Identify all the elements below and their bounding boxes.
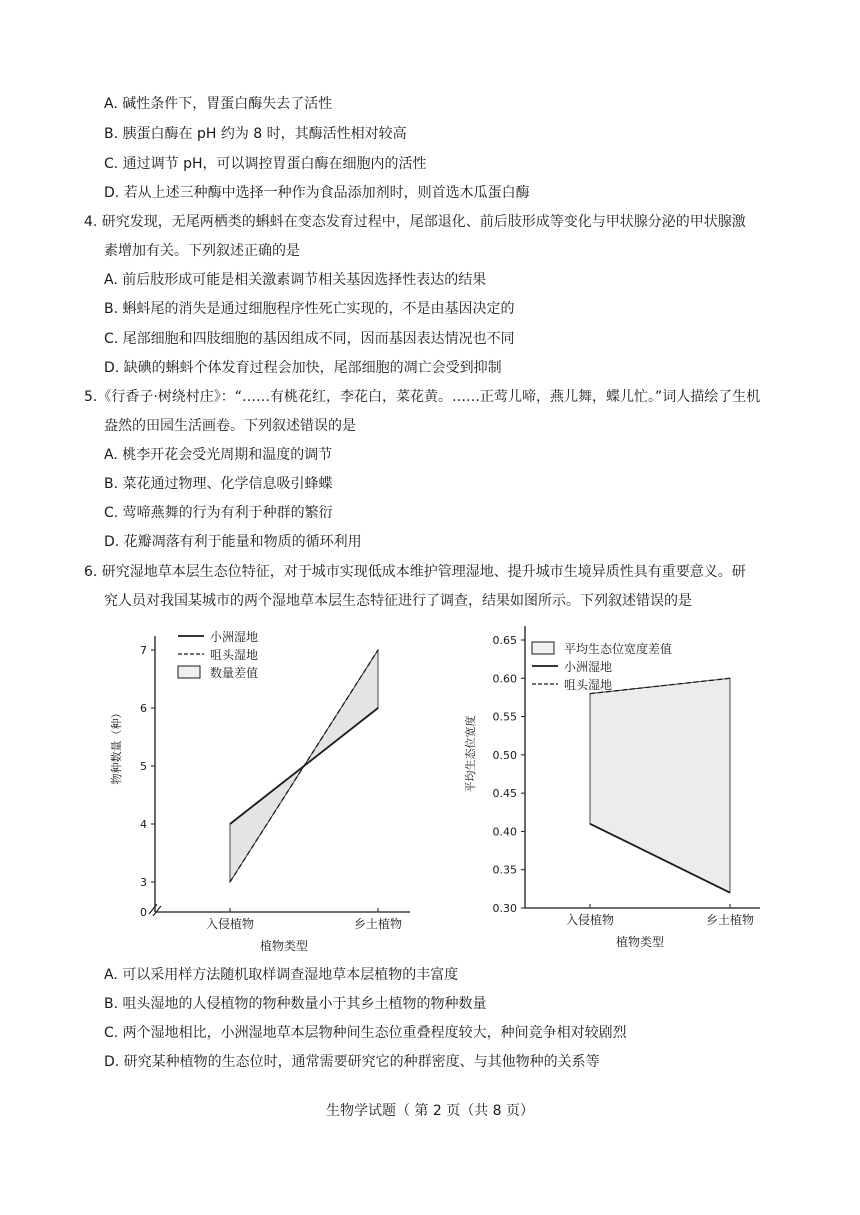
legend-swatch bbox=[178, 666, 200, 678]
y-tick-label: 5 bbox=[140, 760, 147, 773]
x-tick-label: 入侵植物 bbox=[565, 913, 615, 927]
q6-option-d: D. 研究某种植物的生态位时，通常需要研究它的种群密度、与其他物种的关系等 bbox=[104, 1054, 600, 1070]
legend-label: 咀头湿地 bbox=[564, 678, 613, 692]
q6-stem-line2: 究人员对我国某城市的两个湿地草本层生态特征进行了调查，结果如图所示。下列叙述错误的是 bbox=[104, 593, 692, 609]
difference-area bbox=[304, 650, 378, 766]
q4-stem-line2: 素增加有关。下列叙述正确的是 bbox=[104, 243, 300, 259]
y-tick-label: 0.40 bbox=[492, 825, 517, 839]
y-axis-label: 平均生态位宽度 bbox=[464, 715, 477, 793]
y-tick-label: 0.35 bbox=[492, 863, 517, 877]
y-tick-label: 0.45 bbox=[492, 787, 517, 801]
y-tick-label: 4 bbox=[140, 818, 147, 831]
y-tick-label: 0.55 bbox=[492, 710, 517, 724]
x-axis-label: 植物类型 bbox=[615, 935, 665, 949]
q5-option-d: D. 花瓣凋落有利于能量和物质的循环利用 bbox=[104, 534, 362, 550]
y-axis-label: 物种数量（种） bbox=[110, 707, 123, 785]
y-tick-label: 7 bbox=[140, 644, 147, 657]
legend-label: 小洲湿地 bbox=[210, 630, 259, 644]
x-tick-label: 入侵植物 bbox=[205, 917, 255, 931]
q4-option-c: C. 尾部细胞和四肢细胞的基因组成不同，因而基因表达情况也不同 bbox=[104, 331, 515, 347]
x-tick-label: 乡土植物 bbox=[353, 917, 403, 931]
y-tick-label: 0.30 bbox=[492, 902, 517, 915]
x-tick-label: 乡土植物 bbox=[705, 913, 755, 927]
q6-stem-line1: 6. 研究湿地草本层生态位特征，对于城市实现低成本维护管理湿地、提升城市生境异质性具有重要意义。研 bbox=[84, 564, 746, 580]
q4-option-d: D. 缺碘的蝌蚪个体发育过程会加快，尾部细胞的凋亡会受到抑制 bbox=[104, 360, 502, 376]
q5-option-b: B. 菜花通过物理、化学信息吸引蜂蝶 bbox=[104, 476, 333, 492]
legend-label: 数量差值 bbox=[210, 666, 259, 680]
q5-stem-line1: 5.《行香子·树绕村庄》：“……有桃花红，李花白，菜花黄。……正莺儿啼，燕儿舞，蝶儿忙。”词人描绘了生机 bbox=[84, 389, 761, 405]
y-tick-label: 3 bbox=[140, 876, 147, 889]
y-tick-label: 6 bbox=[140, 702, 147, 715]
legend-label: 小洲湿地 bbox=[564, 660, 613, 674]
legend-label: 平均生态位宽度差值 bbox=[564, 642, 673, 656]
q6-option-a: A. 可以采用样方法随机取样调查湿地草本层植物的丰富度 bbox=[104, 967, 459, 983]
q4-option-b: B. 蝌蚪尾的消失是通过细胞程序性死亡实现的，不是由基因决定的 bbox=[104, 301, 515, 317]
q3-option-b: B. 胰蛋白酶在 pH 约为 8 时，其酶活性相对较高 bbox=[104, 126, 407, 142]
q3-option-c: C. 通过调节 pH，可以调控胃蛋白酶在细胞内的活性 bbox=[104, 156, 427, 172]
y-tick-label: 0.65 bbox=[492, 634, 517, 647]
q3-option-d: D. 若从上述三种酶中选择一种作为食品添加剂时，则首选木瓜蛋白酶 bbox=[104, 185, 530, 201]
q3-option-a: A. 碱性条件下，胃蛋白酶失去了活性 bbox=[104, 96, 333, 112]
y-tick-label: 0.50 bbox=[492, 748, 517, 762]
series-line-1 bbox=[230, 650, 378, 882]
q5-option-c: C. 莺啼燕舞的行为有利于种群的繁衍 bbox=[104, 505, 333, 521]
niche-width-chart bbox=[460, 620, 780, 965]
x-axis-label: 植物类型 bbox=[259, 939, 309, 953]
q4-option-a: A. 前后肢形成可能是相关激素调节相关基因选择性表达的结果 bbox=[104, 272, 487, 288]
difference-area bbox=[590, 678, 730, 892]
species-count-chart bbox=[110, 620, 430, 965]
q4-stem-line1: 4. 研究发现，无尾两栖类的蝌蚪在变态发育过程中，尾部退化、前后肢形成等变化与甲状腺分泌的甲状腺激 bbox=[84, 214, 746, 230]
y-tick-label: 0 bbox=[140, 906, 147, 919]
y-tick-label: 0.60 bbox=[492, 672, 517, 686]
page-footer: 生物学试题（ 第 2 页（共 8 页） bbox=[325, 1103, 535, 1119]
legend-swatch bbox=[532, 642, 554, 654]
q6-option-b: B. 咀头湿地的人侵植物的物种数量小于其乡土植物的物种数量 bbox=[104, 996, 487, 1012]
q6-option-c: C. 两个湿地相比，小洲湿地草本层物种间生态位重叠程度较大，种间竞争相对较剧烈 bbox=[104, 1025, 627, 1041]
q5-option-a: A. 桃李开花会受光周期和温度的调节 bbox=[104, 447, 333, 463]
legend-label: 咀头湿地 bbox=[210, 648, 259, 662]
q5-stem-line2: 盎然的田园生活画卷。下列叙述错误的是 bbox=[104, 418, 356, 434]
